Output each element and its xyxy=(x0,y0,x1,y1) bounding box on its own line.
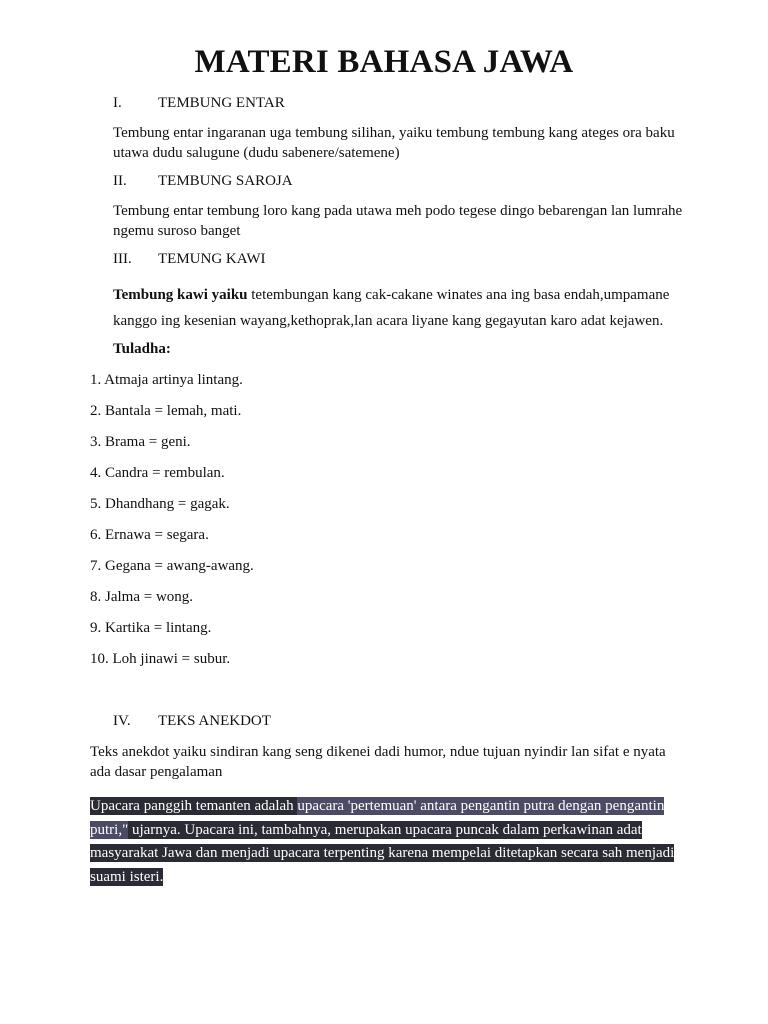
list-item: 9. Kartika = lintang. xyxy=(90,620,212,636)
list-item: 8. Jalma = wong. xyxy=(90,589,194,605)
list-item: 2. Bantala = lemah, mati. xyxy=(90,403,242,419)
paragraph-teks-anekdot: Teks anekdot yaiku sindiran kang seng dikenei dadi humor, ndue tujuan nyindir lan sifat e nyata ada dasar pengalaman xyxy=(90,744,666,780)
section-heading-teks-anekdot xyxy=(113,712,271,730)
list-item: 5. Dhandhang = gagak. xyxy=(90,496,230,512)
highlighted-text[interactable]: Upacara panggih temanten adalah xyxy=(90,798,298,814)
section-title: TEMUNG KAWI xyxy=(158,251,266,267)
list-item: 1. Atmaja artinya lintang. xyxy=(90,372,243,388)
section-heading-tembung-saroja xyxy=(113,172,293,190)
highlighted-text[interactable]: ujarnya. Upacara ini, tambahnya, merupakan upacara puncak dalam perkawinan adat masyarakat Jawa dan menjadi upacara terpenting karena mempelai ditetapkan secara sah menjadi suami isteri. xyxy=(90,821,675,885)
section-number: IV. xyxy=(113,713,131,729)
selected-text[interactable]: upacara 'pertemuan' antara pengantin putra dengan pengantin putri," xyxy=(90,798,665,838)
list-item: 10. Loh jinawi = subur. xyxy=(90,651,231,667)
document-title: MATERI BAHASA JAWA xyxy=(194,44,574,80)
definition-term: Tembung kawi yaiku xyxy=(113,287,248,303)
section-number: I. xyxy=(113,95,122,111)
paragraph-tembung-entar: Tembung entar ingaranan uga tembung silihan, yaiku tembung tembung kang ateges ora baku utawa dudu salugune (dudu sabenere/satemene) xyxy=(113,125,675,161)
section-title: TEKS ANEKDOT xyxy=(158,713,271,729)
list-item: 6. Ernawa = segara. xyxy=(90,527,209,543)
section-heading-tembung-entar xyxy=(113,94,285,112)
paragraph-tembung-kawi xyxy=(113,282,683,334)
examples-label: Tuladha: xyxy=(113,341,171,357)
list-item: 3. Brama = geni. xyxy=(90,434,191,450)
section-number: II. xyxy=(113,173,127,189)
section-heading-temung-kawi xyxy=(113,250,266,268)
list-item: 7. Gegana = awang-awang. xyxy=(90,558,254,574)
highlighted-quote[interactable] xyxy=(90,795,690,889)
section-number: III. xyxy=(113,251,132,267)
section-title: TEMBUNG SAROJA xyxy=(158,173,293,189)
definition-text: tetembungan kang cak-cakane winates ana ing basa endah,umpamane kanggo ing kesenian wayang,kethoprak,lan acara liyane kang gegayutan karo adat kejawen. xyxy=(113,287,670,329)
paragraph-tembung-saroja: Tembung entar tembung loro kang pada utawa meh podo tegese dingo bebarengan lan lumrahe ngemu suroso banget xyxy=(113,203,683,239)
list-item: 4. Candra = rembulan. xyxy=(90,465,225,481)
section-title: TEMBUNG ENTAR xyxy=(158,95,285,111)
